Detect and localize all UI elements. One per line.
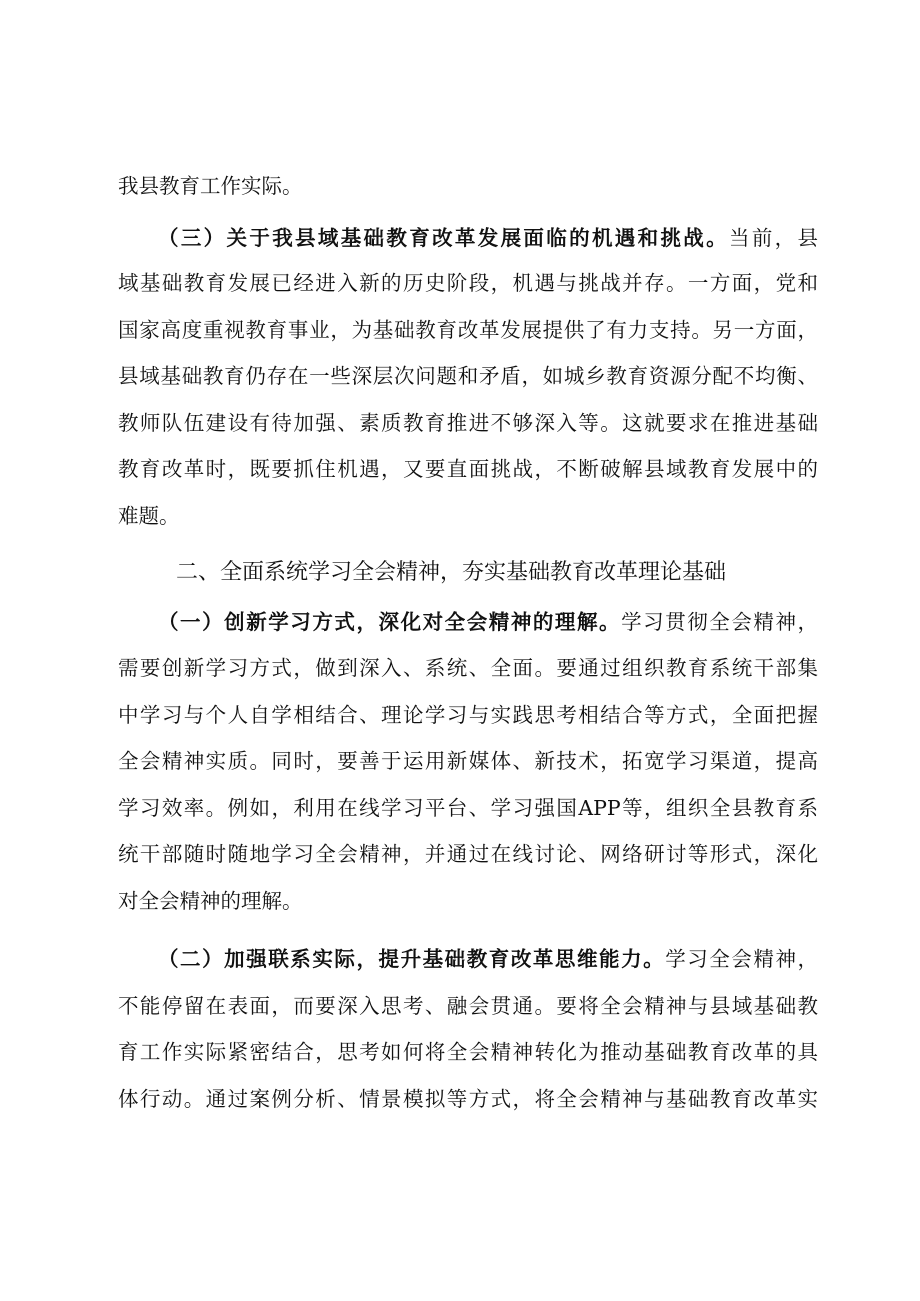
paragraph-line: 全会精神实质。同时，要善于运用新媒体、新技术，拓宽学习渠道，提高 [118, 749, 818, 773]
paragraph-line: 育工作实际紧密结合，思考如何将全会精神转化为推动基础教育改革的具 [118, 1040, 818, 1064]
paragraph-line: 统干部随时随地学习全会精神，并通过在线讨论、网络研讨等形式，深化 [118, 842, 818, 866]
paragraph-line: 对全会精神的理解。 [118, 889, 303, 913]
paragraph-line: 学习效率。例如，利用在线学习平台、学习强国APP等，组织全县教育系 [118, 796, 818, 820]
paragraph-line: 中学习与个人自学相结合、理论学习与实践思考相结合等方式，全面把握 [118, 703, 818, 727]
paragraph-first-line [158, 945, 818, 973]
paragraph-text: 学习全会精神， [665, 947, 819, 971]
paragraph-line: 体行动。通过案例分析、情景模拟等方式，将全会精神与基础教育改革实 [118, 1087, 818, 1111]
paragraph-line: 县域基础教育仍存在一些深层次问题和矛盾，如城乡教育资源分配不均衡、 [118, 364, 818, 388]
paragraph-line: 需要创新学习方式，做到深入、系统、全面。要通过组织教育系统干部集 [118, 656, 818, 680]
paragraph-line: 难题。 [118, 504, 180, 528]
paragraph-line: 域基础教育发展已经进入新的历史阶段，机遇与挑战并存。一方面，党和 [118, 271, 818, 295]
subsection-heading: （三）关于我县域基础教育改革发展面临的机遇和挑战。 [158, 226, 729, 250]
paragraph-line: 教师队伍建设有待加强、素质教育推进不够深入等。这就要求在推进基础 [118, 411, 818, 435]
paragraph-line: 我县教育工作实际。 [118, 174, 303, 198]
paragraph-first-line [158, 224, 818, 252]
paragraph-first-line [158, 608, 818, 636]
subsection-heading: （一）创新学习方式，深化对全会精神的理解。 [158, 610, 622, 634]
paragraph-line: 不能停留在表面，而要深入思考、融会贯通。要将全会精神与县域基础教 [118, 994, 818, 1018]
subsection-heading: （二）加强联系实际，提升基础教育改革思维能力。 [158, 947, 666, 971]
section-heading: 二、全面系统学习全会精神，夯实基础教育改革理论基础 [176, 560, 727, 585]
paragraph-text: 当前，县 [728, 226, 819, 250]
paragraph-text: 学习贯彻全会精神， [621, 610, 819, 634]
paragraph-line: 教育改革时，既要抓住机遇，又要直面挑战，不断破解县域教育发展中的 [118, 457, 818, 481]
paragraph-line: 国家高度重视教育事业，为基础教育改革发展提供了有力支持。另一方面， [118, 318, 818, 342]
